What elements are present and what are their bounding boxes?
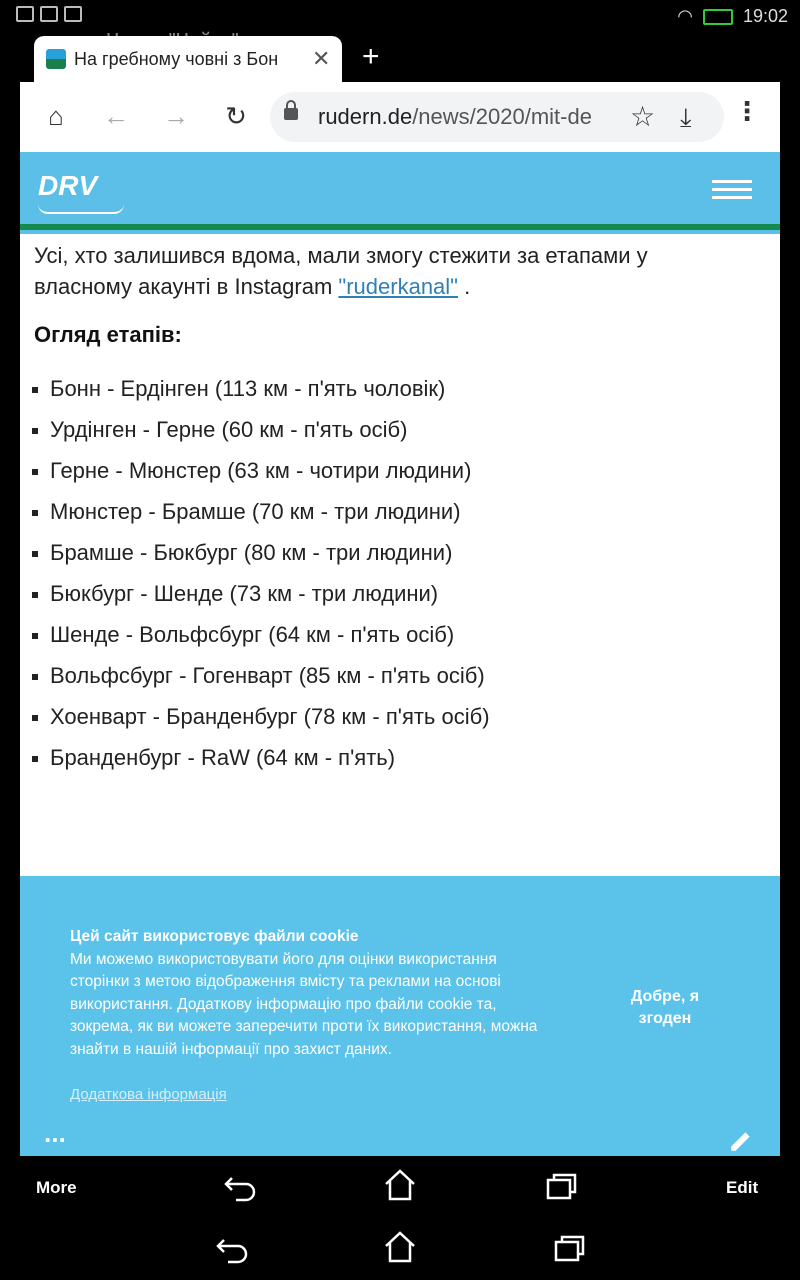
cookie-title: Цей сайт використовує файли cookie <box>70 928 359 945</box>
new-tab-icon[interactable]: + <box>362 40 380 73</box>
overview-heading: Огляд етапів: <box>34 322 182 347</box>
cookie-body: Ми можемо використовувати його для оцінки використання сторінки з метою відображення вмісту та реклами на основі використання. Додаткову інформацію про файли cookie та, зокрема, як ви можете заперечити проти їх використання, можна знайти в нашій інформації про захист даних. <box>70 950 538 1058</box>
recent-apps-icon[interactable] <box>544 1170 580 1204</box>
browser-toolbar <box>20 82 780 152</box>
notification-icon <box>40 6 58 22</box>
cookie-more-info-link[interactable]: Додаткова інформація <box>70 1086 227 1103</box>
reload-icon[interactable]: ↻ <box>225 100 247 131</box>
list-item <box>32 737 490 778</box>
list-item <box>32 491 490 532</box>
intro-text: Усі, хто залишився вдома, мали змогу стежити за етапами у власному акаунті в Instagram <box>34 243 648 299</box>
more-dots-icon[interactable]: ... <box>44 1118 66 1148</box>
bullet-icon <box>32 592 38 598</box>
cookie-text <box>70 926 560 1061</box>
list-item <box>32 655 490 696</box>
bookmark-star-icon[interactable]: ☆ <box>630 101 656 132</box>
cookie-banner <box>20 876 780 1156</box>
cookie-accept-button[interactable]: Добре, я згоден <box>630 988 700 1027</box>
forward-icon[interactable]: → <box>163 100 189 131</box>
logo-swoosh <box>38 204 124 214</box>
stage-text: Хоенварт - Бранденбург (78 км - п'ять осіб) <box>50 704 490 729</box>
browser-tab[interactable] <box>34 36 342 82</box>
list-item <box>32 614 490 655</box>
download-page-icon[interactable]: ⤓ <box>680 102 692 132</box>
bullet-icon <box>32 715 38 721</box>
bullet-icon <box>32 674 38 680</box>
browser-menu-icon[interactable]: ⋮ <box>734 96 760 126</box>
tab-title: На гребному човні з Бон <box>74 48 279 69</box>
list-item <box>32 409 490 450</box>
battery-icon <box>703 9 733 25</box>
url-path: /news/2020/mit-de <box>412 104 592 129</box>
stages-list <box>32 368 490 778</box>
list-item <box>32 532 490 573</box>
bullet-icon <box>32 756 38 762</box>
clock: 19:02 <box>742 6 788 26</box>
system-nav-bar <box>0 1218 800 1280</box>
status-bar <box>0 0 800 32</box>
bullet-icon <box>32 633 38 639</box>
system-home-icon[interactable] <box>382 1230 418 1264</box>
more-button[interactable]: More <box>36 1178 77 1197</box>
stage-text: Герне - Мюнстер (63 км - чотири людини) <box>50 458 472 483</box>
address-bar[interactable] <box>270 92 724 142</box>
notification-icons <box>16 6 82 22</box>
back-icon[interactable]: ← <box>103 100 129 131</box>
bullet-icon <box>32 551 38 557</box>
edit-button[interactable]: Edit <box>726 1178 759 1197</box>
stage-text: Урдінген - Герне (60 км - п'ять осіб) <box>50 417 408 442</box>
hamburger-menu-icon[interactable] <box>712 180 752 204</box>
app-bottom-bar <box>0 1156 800 1218</box>
home-nav-icon[interactable] <box>382 1168 418 1202</box>
intro-paragraph <box>34 240 734 302</box>
list-item <box>32 368 490 409</box>
pencil-icon[interactable] <box>728 1128 754 1154</box>
url-domain: rudern.de <box>318 104 413 129</box>
stage-text: Мюнстер - Брамше (70 км - три людини) <box>50 499 461 524</box>
home-icon[interactable]: ⌂ <box>48 100 64 131</box>
site-header <box>20 152 780 224</box>
drv-logo[interactable]: DRV <box>38 170 98 201</box>
article-content <box>20 234 780 876</box>
list-item <box>32 573 490 614</box>
intro-tail: . <box>458 274 471 299</box>
instagram-link[interactable]: "ruderkanal" <box>338 274 458 299</box>
back-nav-icon[interactable] <box>222 1170 258 1204</box>
wifi-icon: ◠ <box>677 6 693 26</box>
close-tab-icon[interactable]: ✕ <box>312 46 331 71</box>
list-item <box>32 696 490 737</box>
stage-text: Бюкбург - Шенде (73 км - три людини) <box>50 581 439 606</box>
system-recents-icon[interactable] <box>552 1232 588 1266</box>
stage-text: Вольфсбург - Гогенварт (85 км - п'ять осіб) <box>50 663 485 688</box>
list-item <box>32 450 490 491</box>
lock-icon <box>284 108 298 120</box>
system-icons <box>677 6 788 27</box>
download-icon <box>64 6 82 22</box>
stage-text: Бранденбург - RaW (64 км - п'ять) <box>50 745 396 770</box>
url-text[interactable] <box>318 104 618 130</box>
site-favicon-icon <box>46 49 66 69</box>
bullet-icon <box>32 387 38 393</box>
bullet-icon <box>32 469 38 475</box>
system-back-icon[interactable] <box>214 1232 250 1266</box>
tab-strip <box>0 32 800 82</box>
bullet-icon <box>32 510 38 516</box>
stage-text: Шенде - Вольфсбург (64 км - п'ять осіб) <box>50 622 455 647</box>
stage-text: Брамше - Бюкбург (80 км - три людини) <box>50 540 453 565</box>
stage-text: Бонн - Ердінген (113 км - п'ять чоловік) <box>50 376 446 401</box>
gallery-icon <box>16 6 34 22</box>
bullet-icon <box>32 428 38 434</box>
